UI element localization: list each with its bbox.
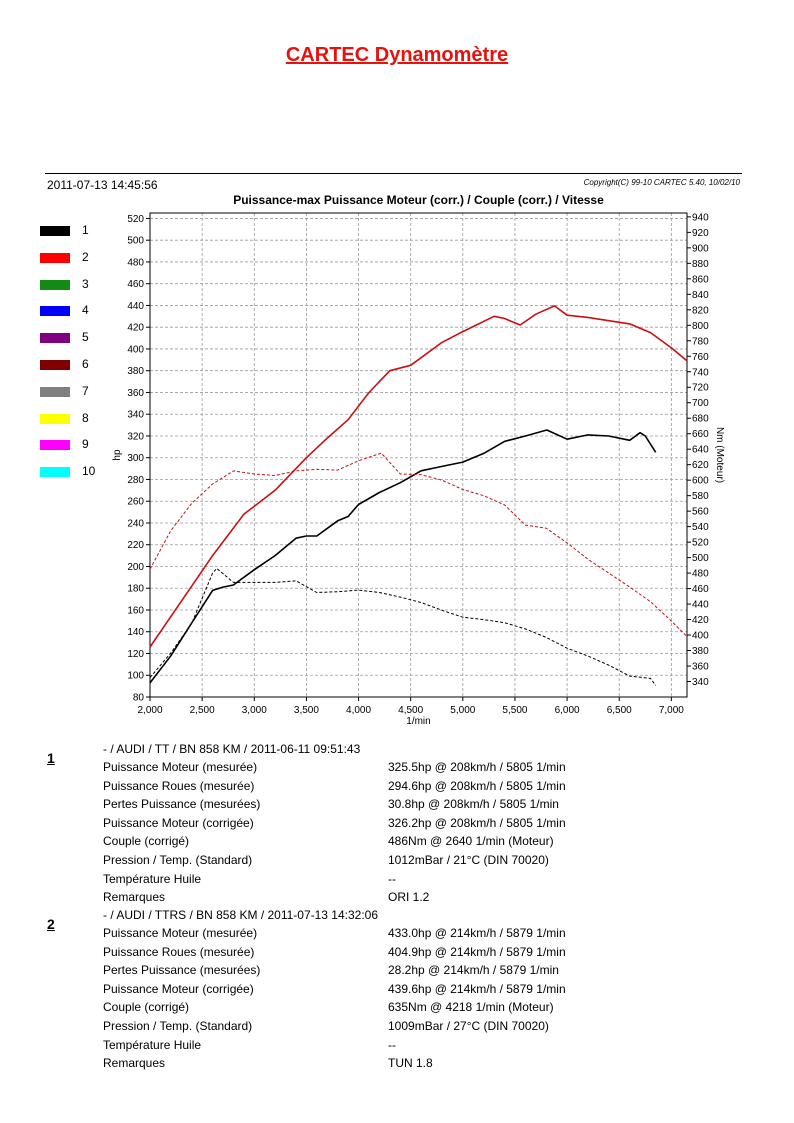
legend-label: 10 [82,464,96,479]
y-right-tick-label: 640 [692,444,709,456]
y-left-tick-label: 80 [132,692,144,704]
y-left-tick-label: 440 [127,300,144,312]
x-tick-label: 5,000 [450,705,476,716]
run-data-value: 326.2hp @ 208km/h / 5805 1/min [388,815,566,830]
y-right-tick-label: 580 [692,491,709,503]
y-left-tick-label: 180 [127,583,144,595]
legend-swatch [40,467,70,477]
run-data-value: 1009mBar / 27°C (DIN 70020) [388,1019,549,1033]
x-tick-label: 7,000 [658,705,684,716]
run-header: - / AUDI / TTRS / BN 858 KM / 2011-07-13 14:32:06 [103,908,379,922]
series-line-run-2-power[interactable] [150,306,687,647]
y-right-tick-label: 380 [692,646,709,658]
y-right-tick-label: 540 [692,522,709,534]
legend-label: 1 [82,223,89,237]
run-data-label: Puissance Moteur (corrigée) [103,815,254,830]
y-left-tick-label: 140 [127,627,144,639]
run-data-value: 28.2hp @ 214km/h / 5879 1/min [388,963,559,978]
x-tick-label: 4,000 [346,705,372,716]
report-timestamp: 2011-07-13 14:45:56 [47,178,158,192]
legend-label: 5 [82,330,89,345]
y-left-tick-label: 320 [127,431,144,443]
y-left-tick-label: 160 [127,605,144,617]
run-data-value: 404.9hp @ 214km/h / 5879 1/min [388,944,566,959]
run-data-label: Couple (corrigé) [103,1000,190,1015]
y-right-tick-label: 340 [692,677,709,689]
legend-swatch [40,226,70,236]
y-left-tick-label: 260 [127,496,144,508]
x-tick-label: 3,000 [241,705,267,716]
legend-label: 2 [82,249,89,264]
run-data-label: Température Huile [103,1037,202,1052]
y-right-tick-label: 680 [692,413,709,425]
y-left-tick-label: 520 [127,213,144,225]
x-tick-label: 3,500 [293,705,319,716]
x-tick-label: 6,000 [554,705,580,716]
legend-swatch [40,333,70,343]
y-left-tick-label: 380 [127,366,144,378]
legend-swatch [40,306,70,316]
y-right-tick-label: 500 [692,553,709,565]
legend-swatch [40,440,70,450]
run-data-value: ORI 1.2 [388,890,430,905]
run-data-value: -- [388,1037,396,1052]
x-tick-label: 6,500 [606,705,632,716]
y-left-tick-label: 420 [127,322,144,334]
y-right-tick-label: 560 [692,506,709,518]
run-data-label: Pression / Temp. (Standard) [103,853,253,867]
run-data-label: Puissance Roues (mesurée) [103,944,255,959]
run-data-label: Puissance Moteur (mesurée) [103,926,258,940]
y-left-tick-label: 340 [127,409,144,421]
run-data-label: Puissance Moteur (mesurée) [103,760,258,774]
y-left-tick-label: 480 [127,257,144,269]
x-tick-label: 4,500 [398,705,424,716]
y-right-tick-label: 720 [692,382,709,394]
run-data-label: Couple (corrigé) [103,834,190,849]
y-left-tick-label: 300 [127,453,144,465]
y-left-axis-label: hp [112,449,123,461]
y-right-tick-label: 660 [692,429,709,441]
y-left-tick-label: 500 [127,235,144,247]
y-left-tick-label: 220 [127,540,144,552]
y-right-tick-label: 880 [692,258,709,270]
legend-swatch [40,387,70,397]
y-left-tick-label: 200 [127,561,144,573]
run-number[interactable]: 2 [47,916,55,932]
plot-frame [150,213,687,697]
run-data-value: 433.0hp @ 214km/h / 5879 1/min [388,926,566,940]
run-data-value: TUN 1.8 [388,1056,433,1071]
run-data-value: 635Nm @ 4218 1/min (Moteur) [388,1000,554,1015]
y-left-tick-label: 100 [127,670,144,682]
run-data-value: 325.5hp @ 208km/h / 5805 1/min [388,760,566,774]
legend-swatch [40,280,70,290]
y-right-tick-label: 460 [692,584,709,596]
y-right-tick-label: 760 [692,351,709,363]
legend-swatch [40,414,70,424]
y-left-tick-label: 280 [127,474,144,486]
y-right-tick-label: 900 [692,243,709,255]
y-right-tick-label: 440 [692,599,709,611]
y-right-tick-label: 600 [692,475,709,487]
run-data-value: 1012mBar / 21°C (DIN 70020) [388,853,549,867]
legend-label: 3 [82,276,89,291]
legend-swatch [40,360,70,370]
y-right-tick-label: 520 [692,537,709,549]
run-data-label: Remarques [103,1056,166,1071]
y-right-tick-label: 820 [692,305,709,317]
run-header: - / AUDI / TT / BN 858 KM / 2011-06-11 09:51:43 [103,742,361,756]
y-left-tick-label: 360 [127,387,144,399]
legend-label: 4 [82,303,89,318]
x-axis-label: 1/min [406,716,431,727]
page-title: CARTEC Dynamomètre [285,44,509,66]
run-data-label: Pertes Puissance (mesurées) [103,797,261,812]
run-data-value: 486Nm @ 2640 1/min (Moteur) [388,834,554,849]
y-right-tick-label: 420 [692,615,709,627]
copyright-notice: Copyright(C) 99-10 CARTEC 5.40, 10/02/10 [583,178,740,187]
y-right-tick-label: 360 [692,661,709,673]
legend-swatch [40,253,70,263]
x-tick-label: 2,500 [189,705,215,716]
run-data-value: 294.6hp @ 208km/h / 5805 1/min [388,778,566,793]
chart-title: Puissance-max Puissance Moteur (corr.) / Couple (corr.) / Vitesse [233,193,604,207]
y-right-tick-label: 700 [692,398,709,410]
series-line-run-1-power[interactable] [150,430,656,683]
y-right-tick-label: 920 [692,227,709,239]
legend-label: 6 [82,356,89,371]
run-data-value: 30.8hp @ 208km/h / 5805 1/min [388,797,559,812]
y-right-tick-label: 840 [692,289,709,301]
y-left-tick-label: 240 [127,518,144,530]
run-number[interactable]: 1 [47,750,55,766]
run-data-label: Puissance Roues (mesurée) [103,778,255,793]
y-right-tick-label: 940 [692,212,709,224]
y-left-tick-label: 120 [127,648,144,660]
y-right-tick-label: 740 [692,367,709,379]
run-data-label: Pression / Temp. (Standard) [103,1019,253,1033]
legend-label: 9 [82,437,89,452]
y-right-tick-label: 480 [692,568,709,580]
legend-label: 8 [82,410,89,425]
y-right-tick-label: 780 [692,336,709,348]
y-right-tick-label: 400 [692,630,709,642]
run-data-value: 439.6hp @ 214km/h / 5879 1/min [388,981,566,996]
y-right-tick-label: 800 [692,320,709,332]
run-data-label: Remarques [103,890,166,905]
y-left-tick-label: 400 [127,344,144,356]
x-tick-label: 5,500 [502,705,528,716]
run-data-value: -- [388,871,396,886]
run-data-label: Puissance Moteur (corrigée) [103,981,254,996]
run-data-label: Pertes Puissance (mesurées) [103,963,261,978]
y-right-tick-label: 620 [692,460,709,472]
legend-label: 7 [82,383,89,398]
x-tick-label: 2,000 [137,705,163,716]
y-right-axis-label: Nm (Moteur) [714,426,725,484]
y-left-tick-label: 460 [127,279,144,291]
y-right-tick-label: 860 [692,274,709,286]
run-data-label: Température Huile [103,871,202,886]
